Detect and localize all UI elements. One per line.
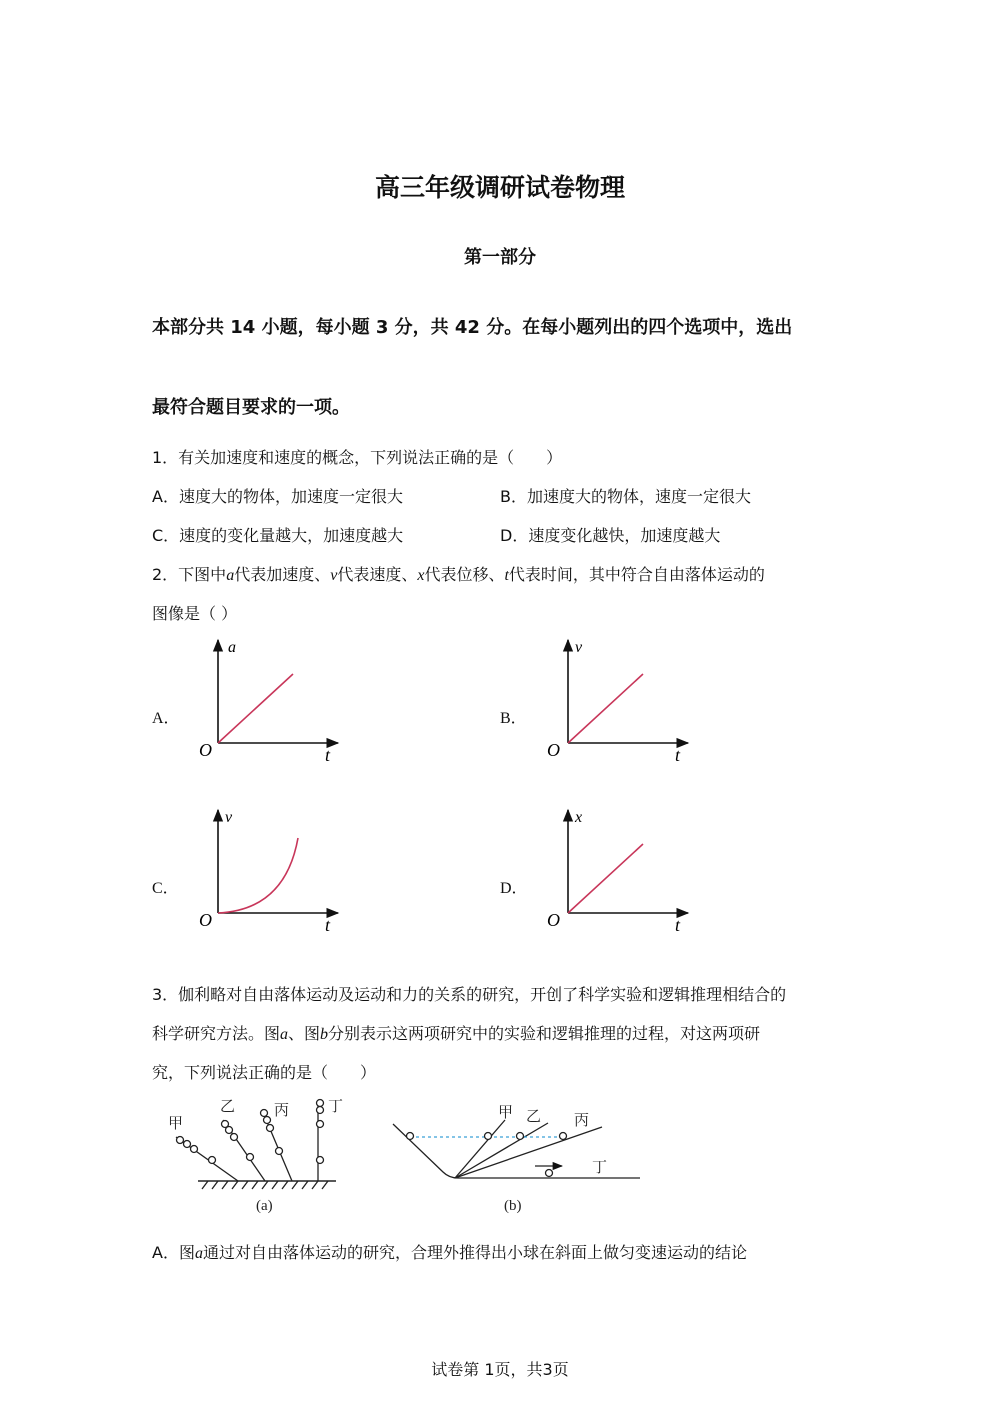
figure-b-caption: (b) xyxy=(504,1198,522,1214)
question-1-option-a: A．速度大的物体，加速度一定很大 xyxy=(152,487,403,506)
graph-c-x-label: t xyxy=(325,915,331,935)
figure-b-label-yi: 乙 xyxy=(526,1109,542,1125)
graph-c-option-label: C． xyxy=(152,880,179,897)
graph-d xyxy=(547,809,688,935)
figure-a-label-yi: 乙 xyxy=(220,1099,236,1115)
graph-b-y-label: v xyxy=(575,639,583,656)
figure-b-label-jia: 甲 xyxy=(498,1105,514,1121)
graph-a-origin-label: O xyxy=(199,740,212,760)
figure-a-ground-hatch xyxy=(202,1181,328,1189)
graph-a-x-label: t xyxy=(325,745,331,765)
question-1-option-b: B．加速度大的物体，速度一定很大 xyxy=(500,487,751,506)
question-2-stem-line-1: 2．下图中a代表加速度、v代表速度、x代表位移、t代表时间，其中符合自由落体运动的 xyxy=(152,565,765,584)
question-3-option-a: A．图a通过对自由落体运动的研究，合理外推得出小球在斜面上做匀变速运动的结论 xyxy=(152,1243,747,1262)
page-title: 高三年级调研试卷物理 xyxy=(374,173,625,202)
question-1-option-c: C．速度的变化量越大，加速度越大 xyxy=(152,526,404,545)
graph-d-origin-label: O xyxy=(547,910,560,930)
instruction-line-2: 最符合题目要求的一项。 xyxy=(152,397,350,418)
question-2-stem-line-2: 图像是（ ） xyxy=(152,604,238,623)
figure-b-balls xyxy=(407,1133,567,1177)
graph-c-origin-label: O xyxy=(199,910,212,930)
question-3-stem-line-1: 3．伽利略对自由落体运动及运动和力的关系的研究，开创了科学实验和逻辑推理相结合的 xyxy=(152,985,787,1004)
question-3-stem-line-3: 究，下列说法正确的是（ ） xyxy=(152,1063,377,1082)
figure-a-caption: (a) xyxy=(256,1198,273,1214)
graph-a-y-label: a xyxy=(228,639,236,656)
graph-c-y-label: v xyxy=(225,809,233,826)
graph-b-x-label: t xyxy=(675,745,681,765)
graph-c-curve xyxy=(218,838,298,913)
question-1-stem: 1．有关加速度和速度的概念，下列说法正确的是（ ） xyxy=(152,448,563,467)
page-footer: 试卷第 1页，共3页 xyxy=(431,1360,569,1379)
figure-b-label-bing: 丙 xyxy=(574,1113,590,1129)
figure-a-label-bing: 丙 xyxy=(274,1103,290,1119)
graph-a-line xyxy=(218,674,293,743)
question-1-option-d: D．速度变化越快，加速度越大 xyxy=(500,526,721,545)
graph-b xyxy=(547,639,688,765)
question-3-stem-line-2: 科学研究方法。图a、图b分别表示这两项研究中的实验和逻辑推理的过程，对这两项研 xyxy=(152,1024,761,1043)
section-heading: 第一部分 xyxy=(464,247,536,268)
graph-d-y-label: x xyxy=(575,809,583,826)
graph-d-line xyxy=(568,844,643,913)
figure-a-label-jia: 甲 xyxy=(168,1116,184,1132)
figure-a-balls xyxy=(177,1100,324,1164)
instruction-line-1: 本部分共 14 小题，每小题 3 分，共 42 分。在每小题列出的四个选项中，选出 xyxy=(152,317,793,338)
figure-a-label-ding: 丁 xyxy=(328,1099,344,1115)
graph-c xyxy=(199,809,338,935)
graph-d-option-label: D． xyxy=(500,880,528,897)
graph-a-option-label: A． xyxy=(152,710,180,727)
figure-a xyxy=(176,1100,336,1190)
graph-b-option-label: B． xyxy=(500,710,527,727)
graph-b-origin-label: O xyxy=(547,740,560,760)
graph-a xyxy=(199,639,338,765)
graph-b-line xyxy=(568,674,643,743)
graph-d-x-label: t xyxy=(675,915,681,935)
figure-b-label-ding: 丁 xyxy=(592,1160,608,1176)
